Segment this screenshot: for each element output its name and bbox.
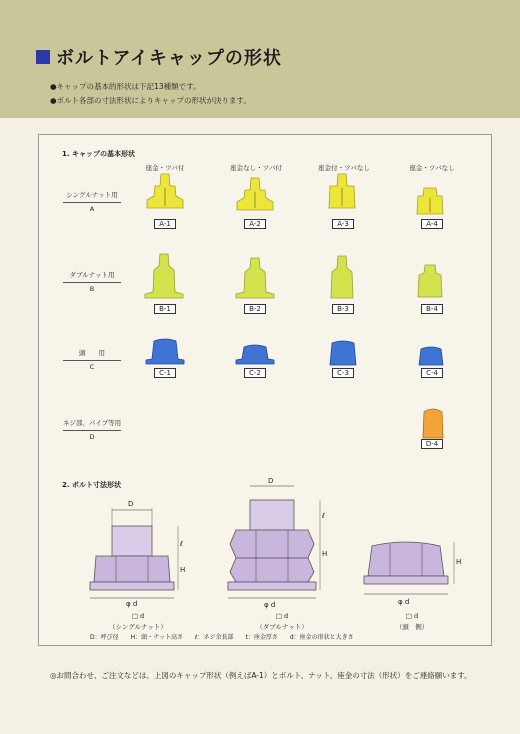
- col-head-1: 座金・ツバ付: [145, 164, 185, 172]
- cap-b2-icon: [232, 256, 278, 302]
- head-side-diagram: [356, 526, 466, 612]
- header-band: [0, 0, 520, 118]
- page-title: ボルトアイキャップの形状: [56, 48, 282, 69]
- dim-phi-head: φ d: [398, 598, 410, 606]
- cap-a1-icon: [143, 172, 187, 216]
- cap-b1-icon: [141, 252, 187, 302]
- code-c1: C-1: [154, 368, 176, 378]
- row-c-text: 頭 用: [79, 349, 105, 357]
- row-d-text: ネジ部、パイプ等用: [62, 419, 122, 427]
- col-head-2: 座金なし・ツバ付: [230, 164, 282, 172]
- cap-c3-icon: [324, 339, 362, 367]
- cap-c2-icon: [234, 343, 276, 367]
- dim-H-head: H: [456, 558, 462, 566]
- code-a2: A-2: [244, 219, 266, 229]
- cap-a3-icon: [320, 172, 364, 216]
- code-c2: C-2: [244, 368, 266, 378]
- label-head-sq: □ d: [405, 612, 419, 620]
- code-c3: C-3: [332, 368, 354, 378]
- single-nut-diagram: [82, 496, 192, 612]
- row-b-letter: B: [89, 285, 95, 293]
- row-b-divider: [63, 282, 121, 283]
- dim-l-double: ℓ: [322, 512, 325, 520]
- double-nut-diagram: [222, 476, 342, 612]
- cap-b3-icon: [322, 254, 362, 302]
- cap-d4-icon: [420, 406, 446, 440]
- section2-title: 2. ボルト寸法形状: [62, 481, 121, 489]
- dim-H-single: H: [180, 566, 186, 574]
- code-b1: B-1: [154, 304, 176, 314]
- dim-D-double: D: [268, 477, 274, 485]
- label-double: （ダブルナット）: [256, 623, 308, 631]
- row-a-text: シングルナット用: [66, 191, 118, 199]
- col-head-4: 座金・ツバなし: [409, 164, 455, 172]
- intro-bullets: [50, 80, 251, 108]
- cap-a2-icon: [233, 176, 277, 216]
- row-a-divider: [63, 202, 121, 203]
- title-square-icon: [36, 50, 50, 64]
- row-label-c: [57, 348, 127, 373]
- cap-b4-icon: [414, 263, 446, 301]
- row-c-letter: C: [89, 363, 95, 371]
- cap-c1-icon: [144, 337, 186, 367]
- row-a-letter: A: [89, 205, 95, 213]
- code-b2: B-2: [244, 304, 266, 314]
- label-single: （シングルナット）: [109, 623, 167, 631]
- section1-title: 1. キャップの基本形状: [62, 150, 135, 158]
- row-d-divider: [63, 430, 121, 431]
- code-a1: A-1: [154, 219, 176, 229]
- bullet-1: ●キャップの基本的形状は下記13種類です。: [50, 82, 201, 91]
- dim-phi-double: φ d: [264, 601, 276, 609]
- title-block: [36, 44, 282, 70]
- code-b3: B-3: [332, 304, 354, 314]
- row-label-d: [57, 418, 127, 443]
- row-c-divider: [63, 360, 121, 361]
- row-d-letter: D: [89, 433, 95, 441]
- cap-a4-icon: [412, 186, 448, 218]
- code-b4: B-4: [421, 304, 443, 314]
- dimension-legend: D：呼び径 H：頭・ナット高さ ℓ：ネジ余長部 t：座金厚さ d：座金の形状と大きさ: [90, 634, 354, 641]
- dim-phi-single: φ d: [126, 600, 138, 608]
- code-d4: D-4: [421, 439, 443, 449]
- label-single-sq: □ d: [131, 612, 145, 620]
- cap-c4-icon: [416, 345, 446, 367]
- dim-D-single: D: [128, 500, 134, 508]
- dim-l-single: ℓ: [180, 540, 183, 548]
- dim-H-double: H: [322, 550, 328, 558]
- label-double-sq: □ d: [275, 612, 289, 620]
- code-c4: C-4: [421, 368, 443, 378]
- footer-note: ◎お問合わせ、ご注文などは、上図のキャップ形状（例えばA-1）とボルト、ナット、座金の寸法（形状）をご連絡願います。: [50, 671, 472, 680]
- code-a3: A-3: [332, 219, 354, 229]
- code-a4: A-4: [421, 219, 443, 229]
- bullet-2: ●ボルト各部の寸法形状によりキャップの形状が決ります。: [50, 96, 251, 105]
- row-label-a: [57, 190, 127, 215]
- row-b-text: ダブルナット用: [69, 271, 115, 279]
- label-head: （頭 側）: [395, 623, 429, 631]
- row-label-b: [57, 270, 127, 295]
- col-head-3: 座金付・ツバなし: [318, 164, 370, 172]
